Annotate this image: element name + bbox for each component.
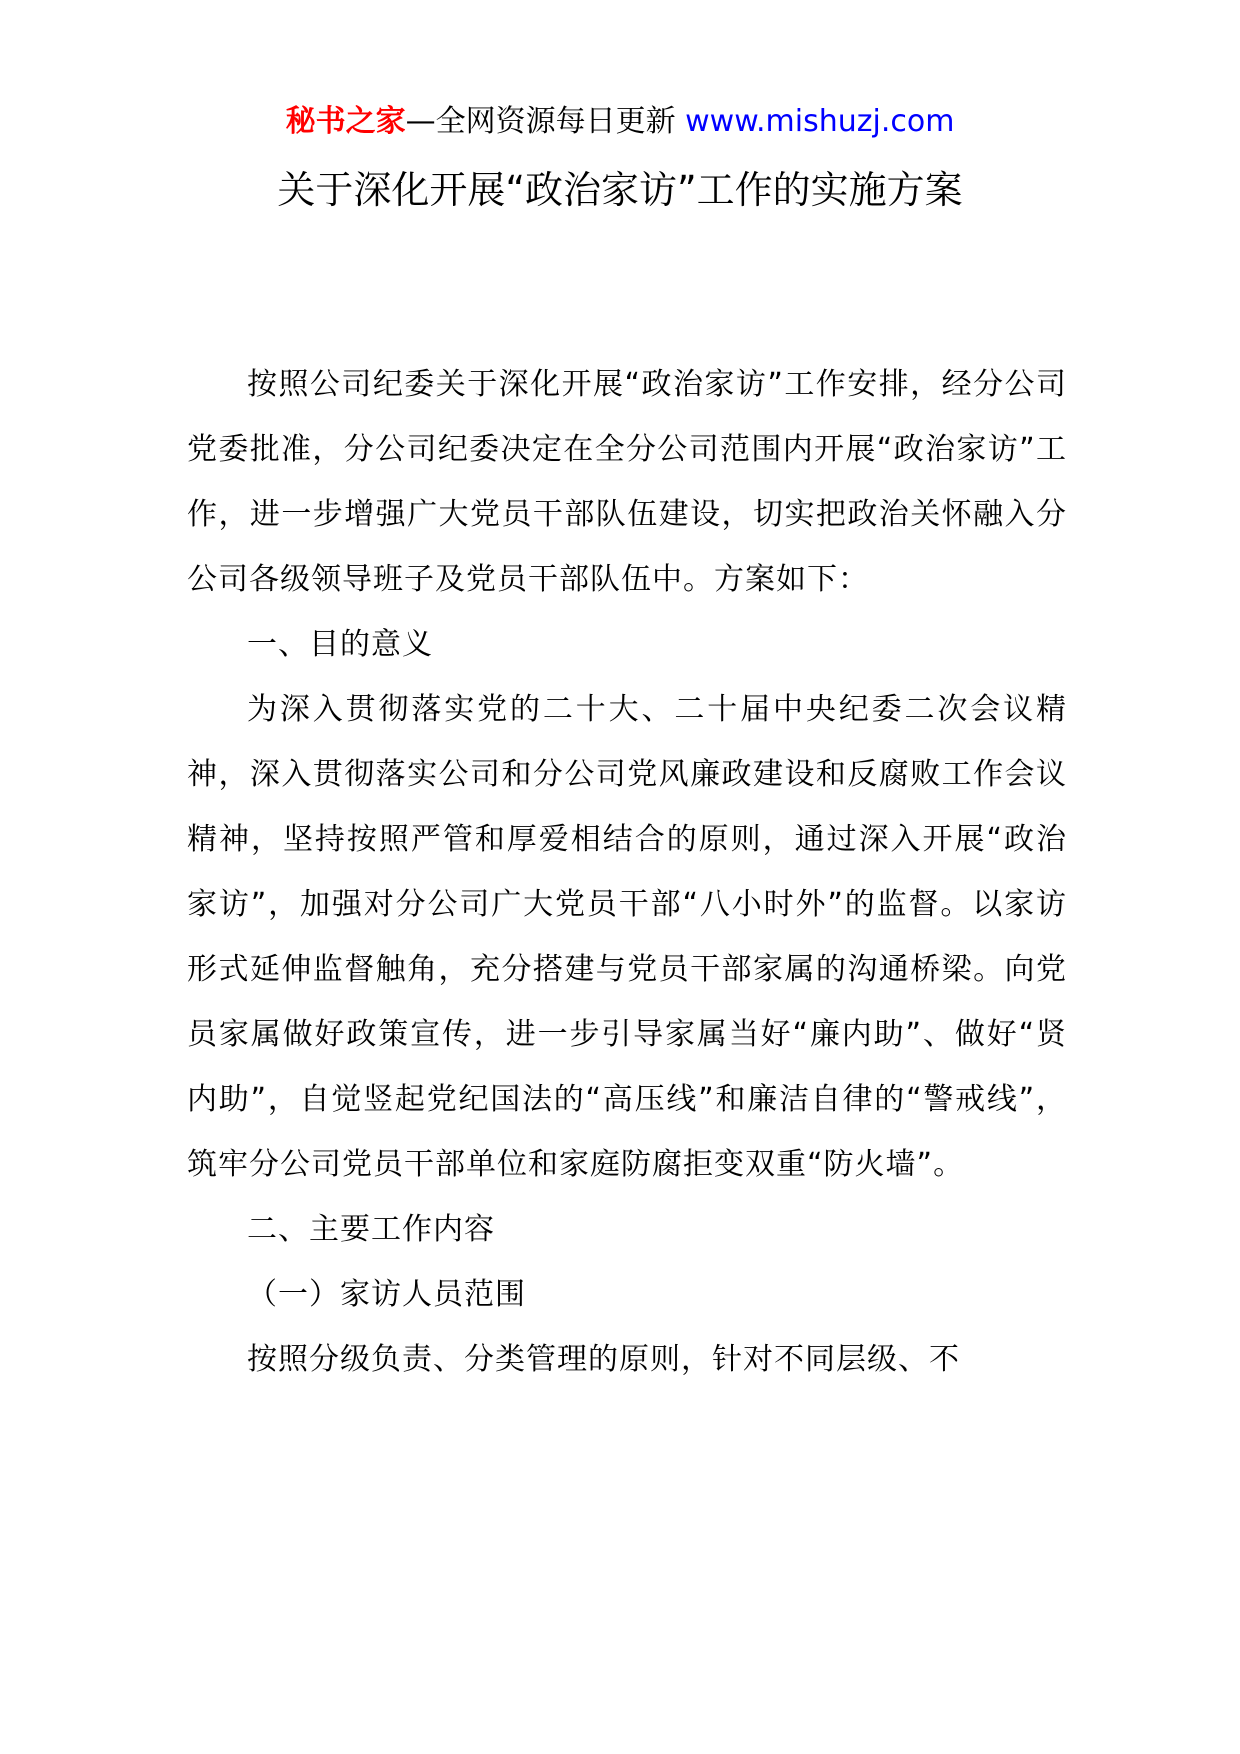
section-heading-main-work: 二、主要工作内容 (247, 1212, 495, 1247)
document-body (187, 352, 1067, 1392)
purpose-paragraph: 为深入贯彻落实党的二十大、二十届中央纪委二次会议精神，深入贯彻落实公司和分公司党风廉政建设和反腐败工作会议精神，坚持按照严管和厚爱相结合的原则，通过深入开展“政治家访”，加强对分公司广大党员干部“八小时外”的监督。以家访形式延伸监督触角，充分搭建与党员干部家属的沟通桥梁。向党员家属做好政策宣传，进一步引导家属当好“廉内助”、做好“贤内助”，自觉竖起党纪国法的“高压线”和廉洁自律的“警戒线”，筑牢分公司党员干部单位和家庭防腐拒变双重“防火墙”。 (187, 692, 1067, 1182)
header-tagline: —全网资源每日更新 (405, 104, 686, 139)
document-title: 关于深化开展“政治家访”工作的实施方案 (277, 168, 963, 212)
subsection-heading-visit-scope: （一）家访人员范围 (247, 1277, 526, 1312)
site-header (0, 100, 1240, 144)
site-url-link[interactable]: www.mishuzj.com (685, 104, 955, 139)
brand-name: 秘书之家 (285, 104, 406, 139)
scope-paragraph: 按照分级负责、分类管理的原则，针对不同层级、不 (247, 1342, 960, 1377)
section-heading-purpose: 一、目的意义 (247, 627, 433, 662)
intro-paragraph: 按照公司纪委关于深化开展“政治家访”工作安排，经分公司党委批准，分公司纪委决定在全分公司范围内开展“政治家访”工作，进一步增强广大党员干部队伍建设，切实把政治关怀融入分公司各级领导班子及党员干部队伍中。方案如下： (187, 367, 1067, 597)
